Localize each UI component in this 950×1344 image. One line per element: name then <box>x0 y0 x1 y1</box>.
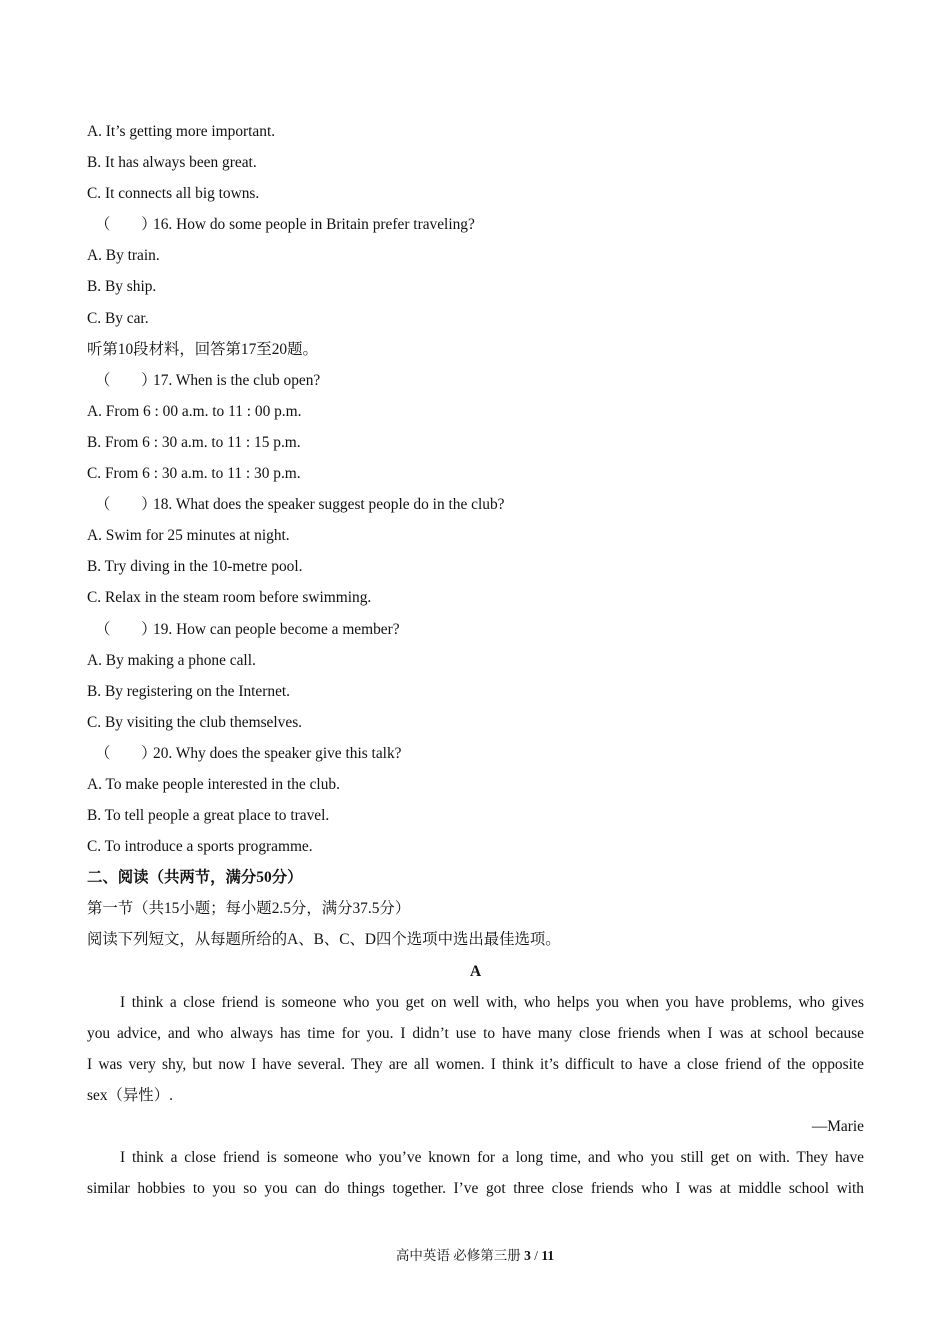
option-line: B. By registering on the Internet. <box>87 682 291 700</box>
paragraph-line: similar hobbies to you so you can do things together. I’ve got three close friends who I was at middle school with <box>87 1180 864 1198</box>
instruction-line: 听第10段材料，回答第17至20题。 <box>87 340 318 358</box>
option-line: A. By making a phone call. <box>87 651 256 669</box>
page-separator: / <box>530 1248 542 1263</box>
option-line: B. To tell people a great place to travel. <box>87 807 330 825</box>
page-number: 3 <box>524 1248 531 1263</box>
passage-label: A <box>469 962 482 980</box>
option-line: C. By visiting the club themselves. <box>87 713 303 731</box>
option-line: B. From 6 : 30 a.m. to 11 : 15 p.m. <box>87 433 301 451</box>
question-text: 18. What does the speaker suggest people do in the club? <box>153 496 505 514</box>
option-line: A. To make people interested in the club. <box>87 775 340 793</box>
instruction-line: 第一节（共15小题；每小题2.5分，满分37.5分） <box>87 900 411 918</box>
option-line: B. Try diving in the 10-metre pool. <box>87 558 303 576</box>
question-line <box>87 365 864 396</box>
paragraph-line: I was very shy, but now I have several. They are all women. I think it’s difficult to have a close friend of the opposite <box>87 1055 864 1073</box>
answer-blank: （ ） <box>95 216 157 234</box>
question-line <box>87 738 864 769</box>
section-heading: 二、阅读（共两节，满分50分） <box>87 869 303 887</box>
page-footer <box>0 1244 950 1264</box>
question-text: 17. When is the club open? <box>153 371 321 389</box>
answer-blank: （ ） <box>95 744 157 762</box>
question-text: 20. Why does the speaker give this talk? <box>153 744 402 762</box>
footer-label: 高中英语 必修第三册 <box>395 1248 521 1263</box>
option-line: B. By ship. <box>87 278 157 296</box>
question-text: 16. How do some people in Britain prefer traveling? <box>153 216 475 234</box>
option-line: C. It connects all big towns. <box>87 185 260 203</box>
answer-blank: （ ） <box>95 620 157 638</box>
signature-line: —Marie <box>811 1118 864 1135</box>
paragraph-first-line: I think a close friend is someone who you get on well with, who helps you when you have problems, who gives <box>120 993 864 1011</box>
option-line: B. It has always been great. <box>87 154 257 172</box>
instruction-line: 阅读下列短文，从每题所给的A、B、C、D四个选项中选出最佳选项。 <box>87 931 561 949</box>
answer-blank: （ ） <box>95 371 157 389</box>
option-line: A. By train. <box>87 247 160 265</box>
paragraph-last-line: sex（异性）. <box>87 1086 173 1104</box>
paragraph-line: you advice, and who always has time for you. I didn’t use to have many close friends when I was at school because <box>87 1024 864 1042</box>
paragraph-first-line: I think a close friend is someone who you’ve known for a long time, and who you still get on with. They have <box>120 1149 864 1167</box>
option-line: C. To introduce a sports programme. <box>87 838 313 856</box>
option-line: C. From 6 : 30 a.m. to 11 : 30 p.m. <box>87 465 301 483</box>
option-line: A. From 6 : 00 a.m. to 11 : 00 p.m. <box>87 402 302 420</box>
question-line <box>87 489 864 520</box>
page-content <box>87 116 864 1204</box>
question-line <box>87 614 864 645</box>
page-total: 11 <box>541 1248 555 1263</box>
question-text: 19. How can people become a member? <box>153 620 400 638</box>
option-line: C. By car. <box>87 309 149 327</box>
option-line: C. Relax in the steam room before swimming. <box>87 589 372 607</box>
question-line <box>87 209 864 240</box>
option-line: A. Swim for 25 minutes at night. <box>87 527 290 545</box>
answer-blank: （ ） <box>95 496 157 514</box>
option-line: A. It’s getting more important. <box>87 123 276 140</box>
